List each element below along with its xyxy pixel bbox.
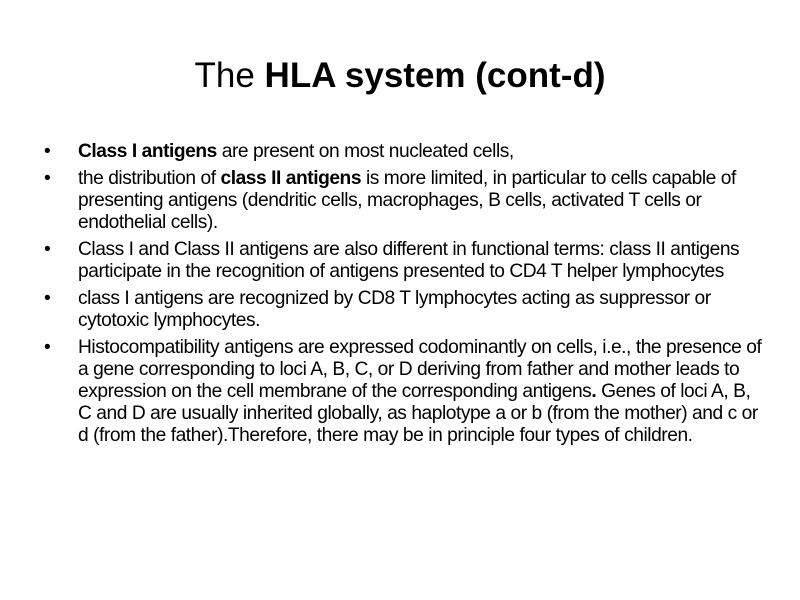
bullet-rest: is more limited, in particular to cells capable of presenting antigens (dendritic cells, macrophages, B cells, activated T cells or endothelial cells). (78, 167, 736, 234)
bullet-dot: • (44, 287, 51, 309)
bullet-lead: the distribution of (78, 167, 221, 189)
bullet-dot: • (44, 336, 51, 358)
title-prefix: The (194, 56, 265, 95)
slide-title (0, 50, 800, 102)
bullet-bold: Class I antigens (78, 141, 217, 162)
bullet-rest: are present on most nucleated cells, (216, 141, 514, 162)
bullet-text (78, 168, 736, 233)
bullet-dot: • (44, 141, 51, 162)
bullet-bold: . (591, 381, 597, 403)
bullet-bold: class II antigens (220, 167, 362, 189)
bullet-item-cd8-recognition (44, 288, 764, 332)
bullet-dot: • (44, 167, 51, 189)
title-bold: HLA system (cont-d) (264, 56, 606, 95)
bullet-rest: Genes of loci A, B, C and D are usually inherited globally, as haplotype a or b (from the mother) and c or d (from the father).Therefore, there may be in principle four types of children. (78, 381, 758, 447)
bullet-item-class-i (44, 141, 764, 163)
bullet-text (78, 337, 761, 447)
bullet-text (78, 141, 514, 162)
bullet-text (78, 239, 739, 282)
bullet-item-class-ii-distribution (44, 168, 764, 235)
bullet-item-codominant-expression (44, 337, 764, 448)
bullet-text (78, 288, 711, 331)
bullet-item-functional-difference (44, 239, 764, 283)
bullet-lead: Class I and Class II antigens are also different in functional terms: class II antigens participate in the recognition of antigens presented to CD4 T helper lymphocytes (78, 238, 740, 283)
bullet-list (44, 141, 764, 452)
bullet-lead: Histocompatibility antigens are expressed codominantly on cells, i.e., the presence of a gene corresponding to loci A, B, C, or D deriving from father and mother leads to expression on the cell membrane of the corresponding antigens (78, 336, 762, 403)
bullet-lead: class I antigens are recognized by CD8 T lymphocytes acting as suppressor or cytotoxic lymphocytes. (78, 287, 711, 331)
bullet-dot: • (44, 238, 51, 260)
